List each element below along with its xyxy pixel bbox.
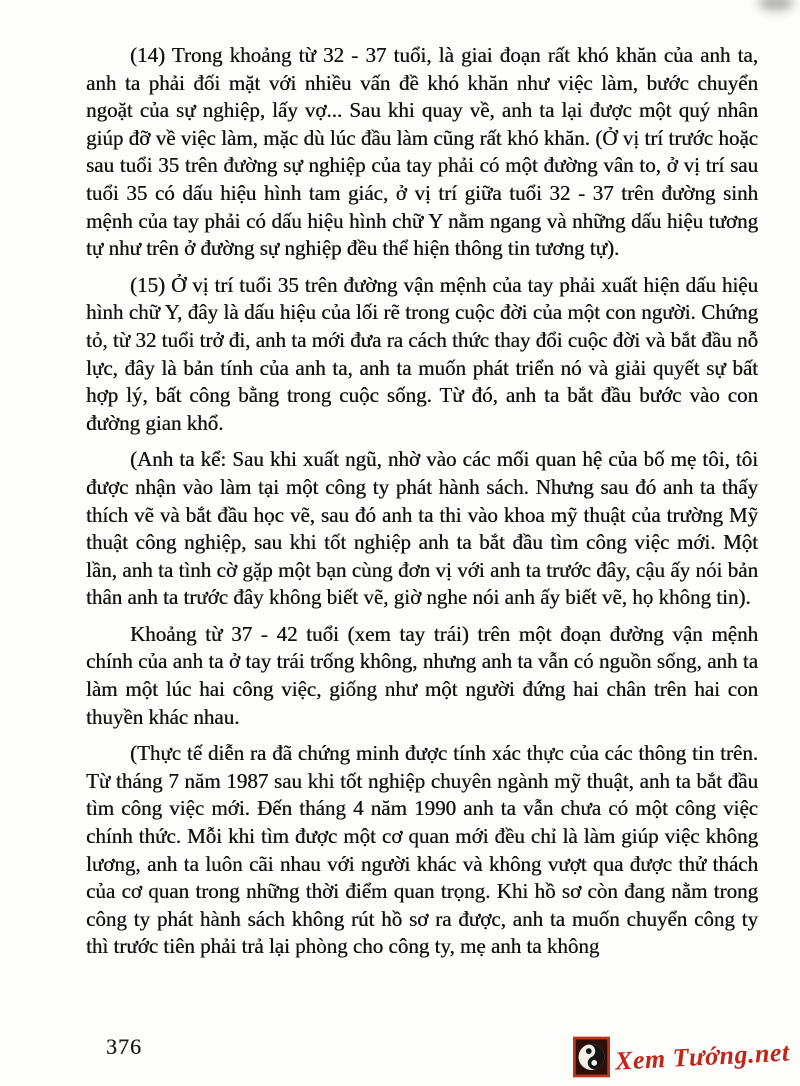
watermark-logo (573, 1036, 794, 1078)
page-body-text (86, 42, 758, 970)
paragraph-14: (14) Trong khoảng từ 32 - 37 tuổi, là giai đoạn rất khó khăn của anh ta, anh ta phải đối mặt với nhiều vấn đề khó khăn như việc làm, bước chuyển ngoặt của sự nghiệp, lấy vợ... Sau khi quay về, anh ta lại được một quý nhân giúp đỡ về việc làm, mặc dù lúc đầu làm cũng rất khó khăn. (Ở vị trí trước hoặc sau tuổi 35 trên đường sự nghiệp của tay phải có một đường vân to, ở vị trí sau tuổi 35 có dấu hiệu hình tam giác, ở vị trí giữa tuổi 32 - 37 trên đường sinh mệnh của tay phải có dấu hiệu hình chữ Y nằm ngang và những dấu hiệu tương tự như trên ở đường sự nghiệp đều thể hiện thông tin tương tự). (86, 43, 758, 261)
scan-smudge-artifact (758, 0, 794, 11)
paragraph-15: (15) Ở vị trí tuổi 35 trên đường vận mệnh của tay phải xuất hiện dấu hiệu hình chữ Y, đây là dấu hiệu của lối rẽ trong cuộc đời của một con người. Chứng tỏ, từ 32 tuổi trở đi, anh ta mới đưa ra cách thức thay đổi cuộc đời và bắt đầu nỗ lực, đây là bản tính của anh ta, anh ta muốn phát triển nó và giải quyết sự bất hợp lý, bất công bằng trong cuộc sống. Từ đó, anh ta bắt đầu bước vào con đường gian khổ. (86, 272, 758, 435)
paragraph-reality-check: (Thực tế diễn ra đã chứng minh được tính xác thực của các thông tin trên. Từ tháng 7 năm 1987 sau khi tốt nghiệp chuyên ngành mỹ thuật, anh ta bắt đầu tìm công việc mới. Đến tháng 4 năm 1990 anh ta vẫn chưa có một công việc chính thức. Mỗi khi tìm được một cơ quan mới đều chỉ là làm giúp việc không lương, anh ta luôn cãi nhau với người khác và không vượt qua được thử thách của cơ quan trong những thời điểm quan trọng. Khi hồ sơ còn đang nằm trong công ty phát hành sách không rút hồ sơ ra được, anh ta muốn chuyển công ty thì trước tiên phải trả lại phòng cho công ty, mẹ anh ta không (86, 741, 758, 959)
page-footer (0, 1026, 800, 1086)
watermark-text: Xem Tướng.net (614, 1037, 791, 1076)
paragraph-37-42: Khoảng từ 37 - 42 tuổi (xem tay trái) trên một đoạn đường vận mệnh chính của anh ta ở tay trái trống không, nhưng anh ta vẫn có nguồn sống, anh ta làm một lúc hai công việc, giống như một người đứng hai chân trên hai con thuyền khác nhau. (86, 621, 758, 729)
paragraph-anecdote: (Anh ta kể: Sau khi xuất ngũ, nhờ vào các mối quan hệ của bố mẹ tôi, tôi được nhận vào làm tại một công ty phát hành sách. Nhưng sau đó anh ta thấy thích vẽ và bắt đầu học vẽ, sau đó anh ta thi vào khoa mỹ thuật của trường Mỹ thuật công nghiệp, sau khi tốt nghiệp anh ta bắt đầu tìm công việc mới. Một lần, anh ta tình cờ gặp một bạn cùng đơn vị với anh ta trước đây, cậu ấy nói bản thân anh ta trước đây không biết vẽ, giờ nghe nói anh ấy biết vẽ, họ không tin). (86, 447, 758, 610)
yin-yang-icon (573, 1036, 610, 1078)
page-number: 376 (106, 1034, 142, 1059)
